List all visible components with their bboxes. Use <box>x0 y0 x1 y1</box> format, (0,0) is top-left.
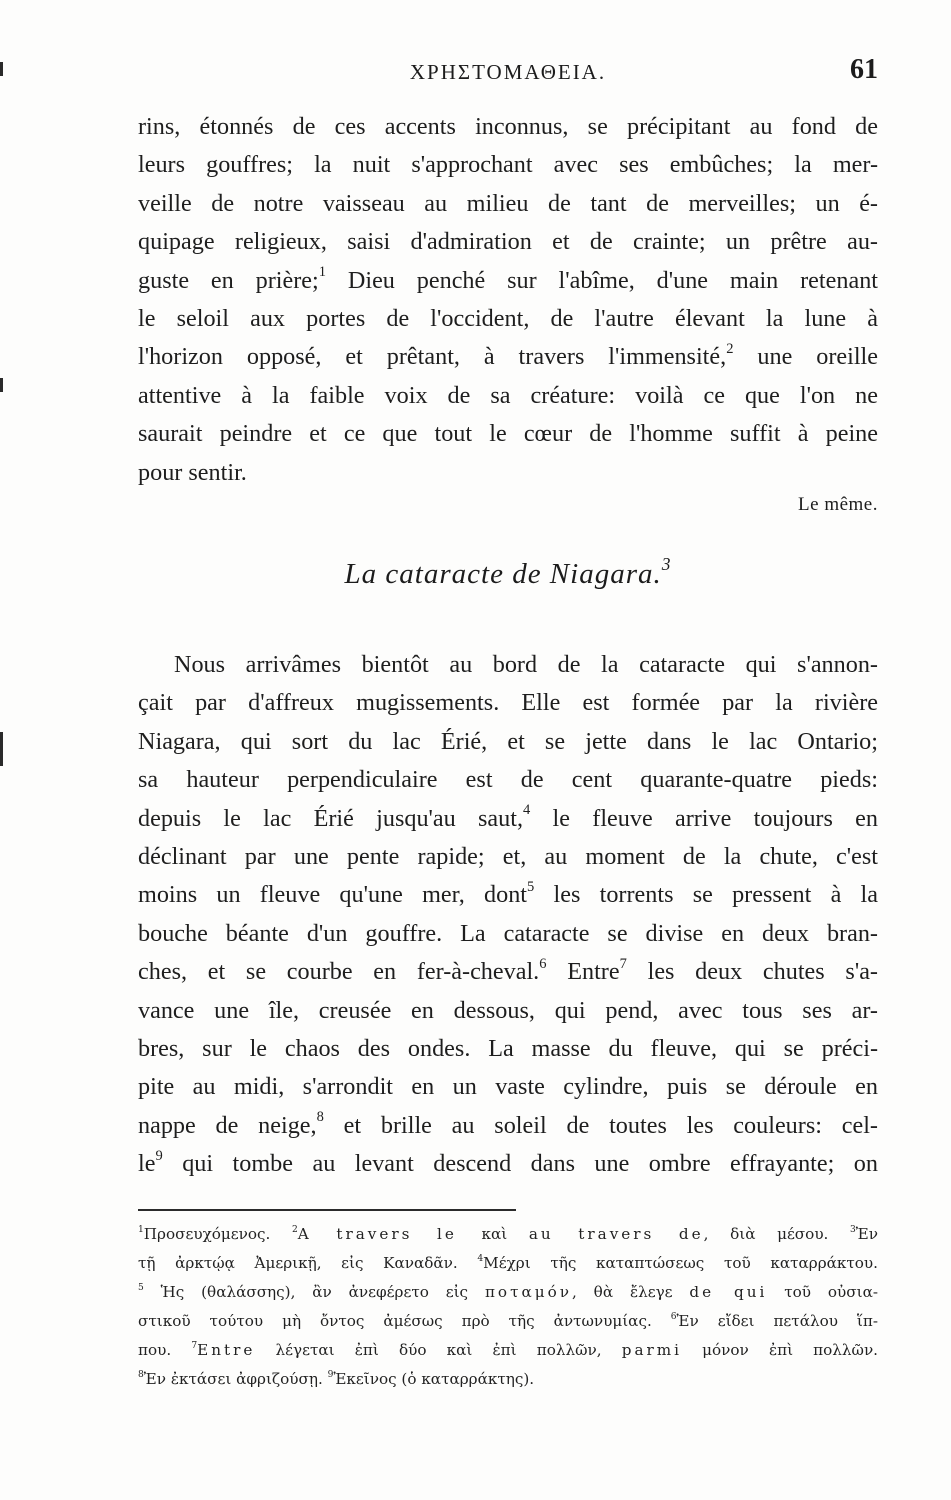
footnote-number: 3 <box>850 1224 856 1235</box>
text-segment: moins un fleuve qu'une mer, dont <box>138 881 528 909</box>
footnote-ref-9: 9 <box>155 1147 163 1164</box>
page-edge-mark <box>0 732 3 766</box>
footnote-number: 4 <box>477 1253 484 1264</box>
text-segment: qui tombe au levant descend dans une ombre effrayante; on <box>162 1150 878 1178</box>
text-line: pour sentir. <box>138 458 247 486</box>
text-line <box>138 1107 878 1145</box>
footnote-text: de qui <box>689 1283 768 1301</box>
text-segment: le <box>138 1150 156 1178</box>
footnote-text: au travers de <box>528 1225 704 1243</box>
text-line: rins, étonnés de ces accents inconnus, se précipitant au fond de <box>138 113 878 140</box>
footnote-line <box>138 1278 878 1307</box>
footnote-ref-1: 1 <box>318 264 327 281</box>
footnote-number: 2 <box>292 1224 298 1235</box>
footnote-text: τῇ ἀρκτῴᾳ Ἀμερικῇ, εἰς Καναδᾶν. <box>138 1254 478 1272</box>
footnote-text: Ἐν <box>855 1225 878 1243</box>
footnote-ref-8: 8 <box>316 1109 324 1126</box>
paragraph-1 <box>138 108 878 492</box>
text-line: veille de notre vaisseau au milieu de tant de merveilles; un é- <box>138 189 878 217</box>
page-edge-mark <box>0 378 3 392</box>
footnote-ref-6: 6 <box>539 955 547 972</box>
text-line <box>138 338 878 376</box>
footnote-ref-4: 4 <box>523 802 531 819</box>
text-segment: les deux chutes s'a- <box>626 958 878 986</box>
footnote-text: ποταμόν <box>484 1283 572 1301</box>
footnote-text: Μέχρι τῆς καταπτώσεως τοῦ καταρράκτου. <box>483 1254 878 1272</box>
footnote-text: , διὰ μέσου. <box>703 1225 850 1243</box>
footnote-number: 1 <box>138 1224 144 1235</box>
text-line: bres, sur le chaos des ondes. La masse du fleuve, qui se préci- <box>138 1034 878 1062</box>
footnote-number: 9 <box>327 1369 334 1380</box>
page-edge-mark <box>0 62 3 76</box>
text-line: Niagara, qui sort du lac Érié, et se jette dans le lac Ontario; <box>138 727 878 755</box>
footnote-text: Ἐκεῖνος (ὁ καταρράκτης). <box>333 1370 535 1388</box>
text-line: çait par d'affreux mugissements. Elle est formée par la rivière <box>138 689 878 717</box>
footnote-line <box>138 1249 878 1278</box>
footnote-text: Entre <box>197 1341 256 1359</box>
text-segment: guste en prière; <box>138 266 319 294</box>
running-title: ΧΡΗΣΤΟΜΑΘΕΙΑ. <box>409 60 607 84</box>
footnote-line <box>138 1307 878 1336</box>
text-line: leurs gouffres; la nuit s'approchant avec ses embûches; la mer- <box>138 151 878 179</box>
footnote-number: 6 <box>670 1311 677 1322</box>
text-line: le seloil aux portes de l'occident, de l'autre élevant la lune à <box>138 304 878 332</box>
footnote-ref-3: 3 <box>661 553 672 574</box>
footnote-number: 7 <box>191 1340 198 1351</box>
footnote-text: τοῦ οὐσια- <box>767 1283 878 1301</box>
footnote-number: 8 <box>138 1369 144 1380</box>
text-segment: l'horizon opposé, et prêtant, à travers l'immensité, <box>138 343 727 371</box>
section-title-text: La cataracte de Niagara. <box>344 558 662 590</box>
paragraph-2 <box>138 646 878 1183</box>
text-segment: ches, et se courbe en fer-à-cheval. <box>138 958 540 986</box>
text-line: attentive à la faible voix de sa créature: voilà ce que l'on ne <box>138 381 878 409</box>
footnote-text: λέγεται ἐπὶ δύο καὶ ἐπὶ πολλῶν, <box>255 1341 622 1359</box>
footnote-ref-5: 5 <box>527 879 535 896</box>
text-line <box>138 876 878 914</box>
text-segment: les torrents se pressent à la <box>534 881 878 909</box>
text-line: saurait peindre et ce que tout le cœur de l'homme suffit à peine <box>138 420 878 448</box>
footnote-ref-2: 2 <box>726 341 734 358</box>
text-segment: Entre <box>546 958 620 986</box>
footnote-text: Ἐν ἐκτάσει ἀφριζούσῃ. <box>143 1370 328 1388</box>
footnote-divider <box>138 1209 516 1211</box>
footnote-text: που. <box>138 1341 192 1359</box>
footnote-text: Ἐν εἴδει πετάλου ἵπ- <box>676 1312 878 1330</box>
section-title <box>138 553 878 591</box>
text-line <box>138 800 878 838</box>
text-line <box>138 953 878 991</box>
footnote-text: , θὰ ἔλεγε <box>571 1283 690 1301</box>
page-header <box>138 54 878 94</box>
text-line <box>138 1145 878 1183</box>
footnote-text: στικοῦ τούτου μὴ ὄντος ἀμέσως πρὸ τῆς ἀντωνυμίας. <box>138 1312 671 1330</box>
text-line: quipage religieux, saisi d'admiration et de crainte; un prêtre au- <box>138 228 878 256</box>
footnote-line <box>138 1365 878 1394</box>
text-segment: Dieu penché sur l'abîme, d'une main retenant <box>326 266 879 294</box>
text-segment: une oreille <box>733 343 879 371</box>
page-number: 61 <box>850 54 878 85</box>
author-signature: Le même. <box>798 494 878 515</box>
text-segment: le fleuve arrive toujours en <box>530 804 878 832</box>
footnote-text: Ἡς (θαλάσσης), ἂν ἀνεφέρετο εἰς <box>143 1283 485 1301</box>
text-segment: et brille au soleil de toutes les couleurs: cel- <box>323 1111 878 1139</box>
footnotes <box>138 1220 878 1394</box>
footnote-line <box>138 1220 878 1249</box>
text-line: déclinant par une pente rapide; et, au moment de la chute, c'est <box>138 842 878 870</box>
footnote-text: μόνον ἐπὶ πολλῶν. <box>682 1341 879 1359</box>
text-line <box>138 262 878 300</box>
text-segment: nappe de neige, <box>138 1111 317 1139</box>
footnote-text: parmi <box>621 1341 683 1359</box>
footnote-text: Προσευχόμενος. <box>143 1225 292 1243</box>
text-line: bouche béante d'un gouffre. La cataracte se divise en deux bran- <box>138 919 878 947</box>
footnote-ref-7: 7 <box>619 955 627 972</box>
text-line: Nous arrivâmes bientôt au bord de la cataracte qui s'annon- <box>174 651 878 678</box>
text-line: pite au midi, s'arrondit en un vaste cylindre, puis se déroule en <box>138 1073 878 1101</box>
footnote-line <box>138 1336 878 1365</box>
text-line: vance une île, creusée en dessous, qui pend, avec tous ses ar- <box>138 996 878 1024</box>
footnote-text: καὶ <box>481 1225 529 1243</box>
text-segment: depuis le lac Érié jusqu'au saut, <box>138 804 524 832</box>
text-line: sa hauteur perpendiculaire est de cent quarante-quatre pieds: <box>138 766 878 794</box>
footnote-number: 5 <box>138 1282 144 1293</box>
footnote-text: A travers le <box>297 1225 482 1243</box>
